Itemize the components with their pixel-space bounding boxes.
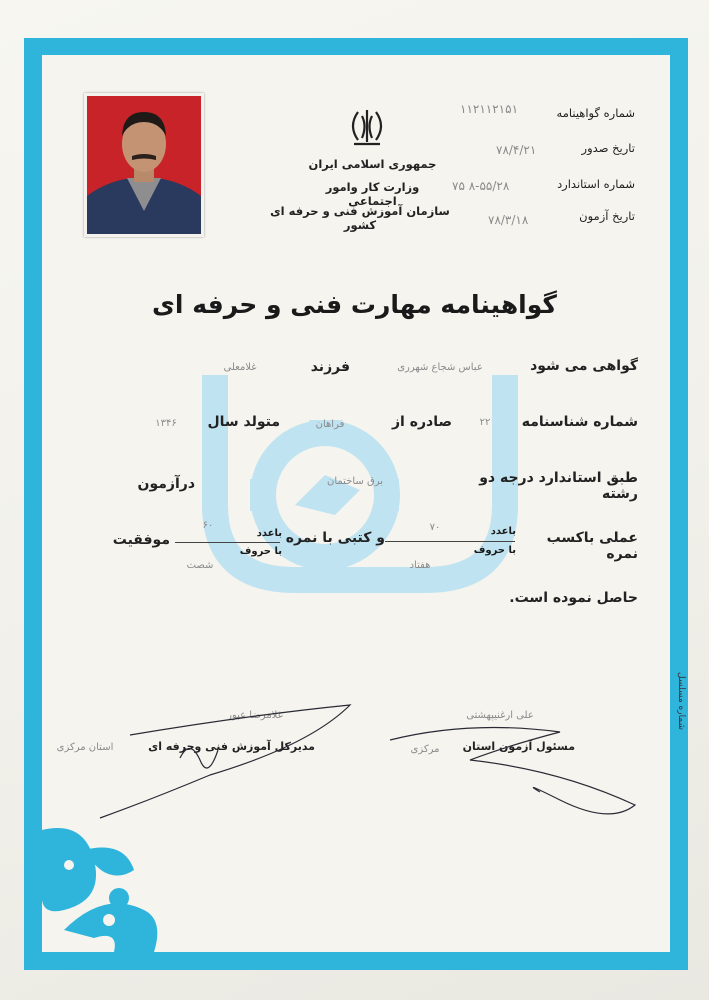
- id-number-value: ۲۲: [479, 417, 491, 428]
- field-value: برق ساختمان: [326, 476, 384, 487]
- success-label: موفقیت: [112, 532, 170, 548]
- corner-ornament-icon: [24, 790, 184, 970]
- practical-score-divider: [385, 541, 515, 542]
- written-score-divider: [175, 542, 280, 543]
- left-signature-loop: [180, 748, 218, 768]
- serial-number-side-label: شماره مسلسل: [676, 671, 686, 730]
- born-year-value: ۱۳۴۶: [155, 418, 177, 429]
- practical-digits-value: ۷۰: [429, 522, 441, 533]
- exam-date-value: ۷۸/۳/۱۸: [488, 213, 529, 227]
- written-digits-value: ۶۰: [202, 520, 214, 531]
- born-year-label: متولد سال: [207, 414, 280, 430]
- issued-from-label: صادره از: [391, 414, 452, 430]
- practical-letters-label: با حروف: [473, 545, 516, 556]
- standard-label: طبق استاندارد درجه دو رشته: [479, 470, 638, 502]
- written-letters-label: با حروف: [239, 546, 282, 557]
- right-signature-stroke: [390, 728, 635, 814]
- cert-number-value: ۱۱۲۱۱۲۱۵۱: [460, 102, 519, 116]
- exam-label: درآزمون: [137, 476, 195, 492]
- written-digits-label: باعدد: [256, 528, 282, 539]
- right-signer-name: علی ارغنیپهشتی: [466, 710, 534, 721]
- right-signer-title: مسئول آزمون استان: [462, 740, 575, 753]
- exam-date-label: تاریخ آزمون: [579, 209, 635, 223]
- written-label: و کتبی با نمره: [285, 530, 385, 546]
- certificate-title: گواهینامه مهارت فنی و حرفه ای: [152, 290, 557, 319]
- practical-digits-label: باعدد: [490, 526, 516, 537]
- left-signer-name: غلامرضا عبور: [227, 710, 283, 721]
- issued-from-value: فراهان: [315, 419, 345, 430]
- id-number-label: شماره شناسنامه: [521, 414, 638, 430]
- cert-number-label: شماره گواهینامه: [556, 106, 635, 120]
- standard-number-value: ۷۵ ۸-۵۵/۲۸: [452, 179, 510, 193]
- child-label: فرزند: [310, 359, 350, 375]
- ministry-label: وزارت کار وامور اجتماعی: [325, 180, 420, 208]
- holder-photo: [84, 93, 204, 237]
- achieved-label: حاصل نموده است.: [509, 590, 638, 606]
- practical-label: عملی باکسب نمره: [546, 530, 638, 562]
- issue-date-label: تاریخ صدور: [581, 141, 635, 155]
- left-signer-region: استان مرکزی: [56, 742, 114, 753]
- holder-name: عباس شجاع شهرری: [397, 362, 483, 373]
- practical-letters-value: هفتاد: [409, 560, 431, 571]
- right-signer-region: مرکزی: [410, 744, 440, 755]
- organization-label: سازمان آموزش فنی و حرفه ای کشور: [270, 204, 450, 232]
- left-signer-title: مدیرکل آموزش فنی وحرفه ای: [148, 740, 315, 753]
- written-letters-value: شصت: [186, 560, 214, 571]
- republic-label: جمهوری اسلامی ایران: [308, 157, 437, 171]
- iran-emblem-icon: [344, 106, 390, 148]
- certify-label: گواهی می شود: [530, 358, 638, 374]
- issue-date-value: ۷۸/۴/۲۱: [496, 143, 537, 157]
- standard-number-label: شماره استاندارد: [557, 177, 635, 191]
- father-name: غلامعلی: [223, 362, 257, 373]
